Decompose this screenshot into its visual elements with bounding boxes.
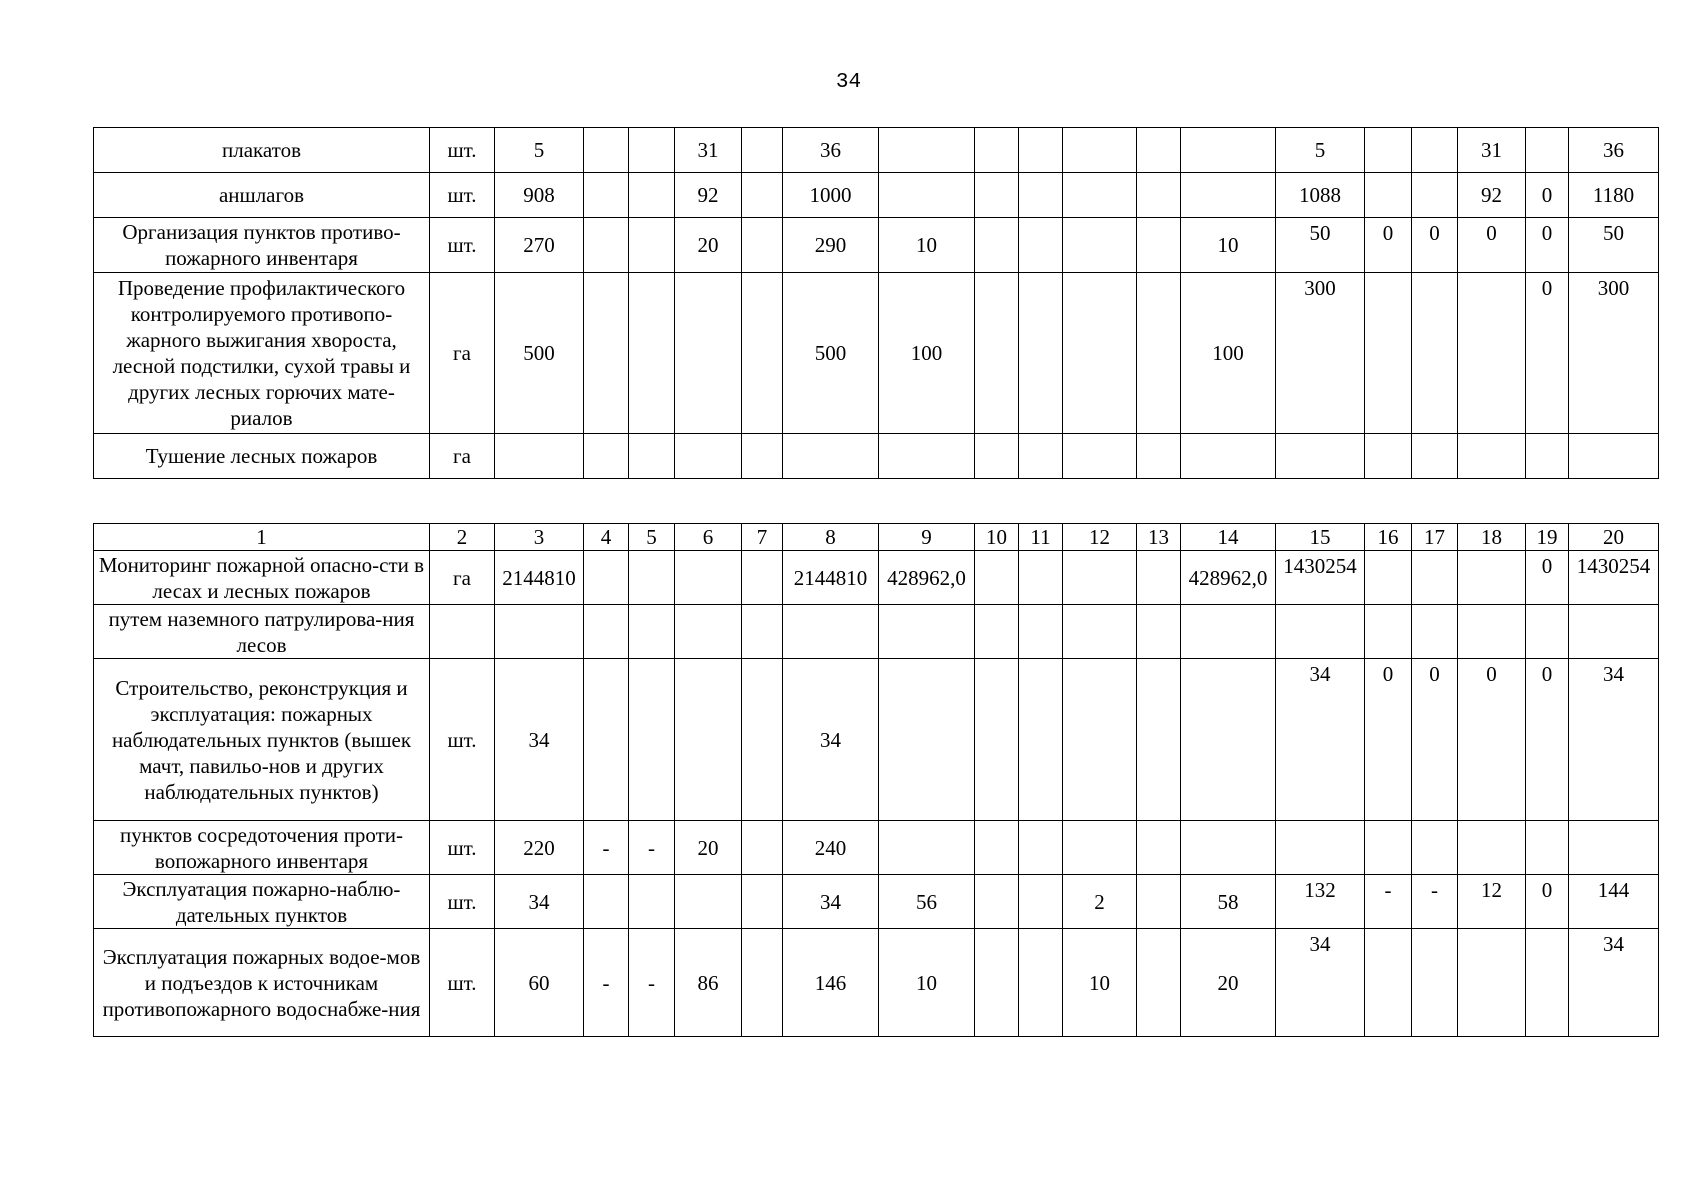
value-cell [1063,434,1137,479]
value-cell [1019,605,1063,659]
value-cell: 20 [1181,929,1276,1037]
value-cell [1365,929,1412,1037]
row-label-cell: Эксплуатация пожарно-наблю-дательных пунктов [94,875,430,929]
value-cell [879,128,975,173]
value-cell [879,659,975,821]
value-cell [742,551,783,605]
value-cell: 0 [1526,875,1569,929]
value-cell [1412,434,1458,479]
table-row [94,173,1659,218]
table-row [94,875,1659,929]
column-number-cell: 20 [1569,524,1659,551]
value-cell [1137,551,1181,605]
value-cell [1019,875,1063,929]
value-cell [1137,875,1181,929]
value-cell: 2 [1063,875,1137,929]
value-cell: - [1365,875,1412,929]
value-cell [1019,434,1063,479]
value-cell [495,605,584,659]
value-cell: 1430254 [1569,551,1659,605]
value-cell [1569,605,1659,659]
value-cell: 0 [1526,659,1569,821]
value-cell [1063,551,1137,605]
value-cell: 34 [495,875,584,929]
value-cell [1458,551,1526,605]
value-cell [1365,821,1412,875]
column-number-cell: 19 [1526,524,1569,551]
table-bottom [93,523,1659,1037]
value-cell: 34 [1569,659,1659,821]
table-row [94,551,1659,605]
value-cell [783,605,879,659]
unit-cell: га [430,434,495,479]
value-cell [1458,273,1526,434]
table-row [94,605,1659,659]
column-number-cell: 6 [675,524,742,551]
row-label-cell: Организация пунктов противо-пожарного инвентаря [94,218,430,273]
value-cell [1526,434,1569,479]
value-cell [1365,128,1412,173]
value-cell [975,218,1019,273]
value-cell: 86 [675,929,742,1037]
value-cell [1365,273,1412,434]
value-cell [1526,821,1569,875]
value-cell [975,659,1019,821]
value-cell [675,273,742,434]
value-cell: 0 [1526,218,1569,273]
column-number-cell: 4 [584,524,629,551]
value-cell [742,434,783,479]
column-number-cell: 13 [1137,524,1181,551]
value-cell: 12 [1458,875,1526,929]
value-cell: 220 [495,821,584,875]
value-cell [1181,605,1276,659]
value-cell: 1180 [1569,173,1659,218]
row-label-cell: Проведение профилактического контролируемого противопо-жарного выжигания хвороста, лесной подстилки, сухой травы и других лесных горючих мате-риалов [94,273,430,434]
value-cell [495,434,584,479]
value-cell [584,875,629,929]
value-cell [1526,128,1569,173]
value-cell: 10 [879,218,975,273]
unit-cell: га [430,273,495,434]
page-number: 34 [835,71,862,94]
value-cell [1526,929,1569,1037]
value-cell [1458,434,1526,479]
column-number-cell: 10 [975,524,1019,551]
value-cell: 0 [1365,218,1412,273]
value-cell: 1088 [1276,173,1365,218]
value-cell [1137,605,1181,659]
value-cell [879,434,975,479]
value-cell: 31 [1458,128,1526,173]
column-number-cell: 15 [1276,524,1365,551]
value-cell [742,659,783,821]
value-cell: 34 [783,875,879,929]
value-cell [1365,173,1412,218]
value-cell [629,273,675,434]
value-cell [1458,821,1526,875]
value-cell: 58 [1181,875,1276,929]
column-number-cell: 12 [1063,524,1137,551]
table-row [94,434,1659,479]
value-cell [742,929,783,1037]
value-cell: 10 [1063,929,1137,1037]
row-label-cell: аншлагов [94,173,430,218]
value-cell [1063,273,1137,434]
value-cell [975,605,1019,659]
value-cell [1137,173,1181,218]
value-cell [629,605,675,659]
value-cell [975,551,1019,605]
value-cell [584,434,629,479]
value-cell: 34 [1276,659,1365,821]
value-cell: 2144810 [495,551,584,605]
value-cell: 34 [783,659,879,821]
value-cell [675,434,742,479]
value-cell: 5 [495,128,584,173]
value-cell [1019,173,1063,218]
value-cell [1458,605,1526,659]
value-cell: 20 [675,821,742,875]
column-number-cell: 3 [495,524,584,551]
value-cell: 0 [1458,218,1526,273]
value-cell [975,929,1019,1037]
unit-cell: шт. [430,659,495,821]
value-cell [584,128,629,173]
value-cell: - [584,821,629,875]
value-cell [1019,218,1063,273]
value-cell [629,173,675,218]
value-cell: 2144810 [783,551,879,605]
value-cell [975,273,1019,434]
value-cell [1181,434,1276,479]
value-cell [1412,128,1458,173]
value-cell [584,173,629,218]
value-cell [1365,605,1412,659]
value-cell [742,821,783,875]
value-cell [1276,434,1365,479]
unit-cell: шт. [430,218,495,273]
value-cell [1137,434,1181,479]
value-cell: 0 [1412,218,1458,273]
value-cell: 34 [495,659,584,821]
unit-cell [430,605,495,659]
row-label-cell: Эксплуатация пожарных водое-мов и подъездов к источникам противопожарного водоснабже-ния [94,929,430,1037]
value-cell: 20 [675,218,742,273]
value-cell [1569,821,1659,875]
value-cell: 50 [1276,218,1365,273]
value-cell [1412,929,1458,1037]
value-cell [584,659,629,821]
value-cell [1458,929,1526,1037]
value-cell: 10 [1181,218,1276,273]
value-cell [975,875,1019,929]
value-cell: 92 [1458,173,1526,218]
value-cell: 144 [1569,875,1659,929]
table-row [94,218,1659,273]
table-row [94,273,1659,434]
value-cell [629,875,675,929]
table-header-row [94,524,1659,551]
unit-cell: га [430,551,495,605]
column-number-cell: 8 [783,524,879,551]
value-cell: 1430254 [1276,551,1365,605]
value-cell [584,605,629,659]
value-cell: 56 [879,875,975,929]
value-cell [1137,929,1181,1037]
value-cell [1063,659,1137,821]
value-cell [742,218,783,273]
value-cell [1137,659,1181,821]
value-cell: 428962,0 [1181,551,1276,605]
value-cell [1063,173,1137,218]
value-cell [1063,128,1137,173]
value-cell: 31 [675,128,742,173]
value-cell [879,605,975,659]
value-cell [742,173,783,218]
value-cell [879,173,975,218]
value-cell [975,128,1019,173]
value-cell: 240 [783,821,879,875]
value-cell: 10 [879,929,975,1037]
value-cell [742,128,783,173]
value-cell [1569,434,1659,479]
value-cell [1365,434,1412,479]
value-cell [1137,821,1181,875]
value-cell: 50 [1569,218,1659,273]
value-cell [975,434,1019,479]
value-cell [1019,821,1063,875]
row-label-cell: плакатов [94,128,430,173]
value-cell [975,173,1019,218]
value-cell: 1000 [783,173,879,218]
value-cell [1412,551,1458,605]
value-cell [975,821,1019,875]
table-row [94,821,1659,875]
value-cell [1412,273,1458,434]
value-cell [742,875,783,929]
value-cell: 0 [1458,659,1526,821]
value-cell [1137,273,1181,434]
value-cell: 300 [1569,273,1659,434]
value-cell [629,128,675,173]
column-number-cell: 9 [879,524,975,551]
column-number-cell: 14 [1181,524,1276,551]
table-row [94,659,1659,821]
value-cell [1019,659,1063,821]
value-cell [1137,128,1181,173]
value-cell [1276,821,1365,875]
unit-cell: шт. [430,875,495,929]
value-cell: 0 [1365,659,1412,821]
value-cell: 60 [495,929,584,1037]
value-cell: 92 [675,173,742,218]
value-cell [1181,659,1276,821]
unit-cell: шт. [430,929,495,1037]
value-cell [629,551,675,605]
value-cell [675,551,742,605]
value-cell [1063,218,1137,273]
value-cell [1412,173,1458,218]
value-cell [1019,273,1063,434]
value-cell [675,875,742,929]
unit-cell: шт. [430,821,495,875]
table-row [94,929,1659,1037]
value-cell [1137,218,1181,273]
value-cell: 0 [1526,551,1569,605]
value-cell [1019,551,1063,605]
value-cell: 500 [495,273,584,434]
value-cell [629,218,675,273]
value-cell: 146 [783,929,879,1037]
table-row [94,128,1659,173]
value-cell [1063,821,1137,875]
value-cell [1365,551,1412,605]
unit-cell: шт. [430,173,495,218]
value-cell: - [1412,875,1458,929]
value-cell [1019,128,1063,173]
value-cell [584,218,629,273]
value-cell [1019,929,1063,1037]
value-cell: 34 [1569,929,1659,1037]
value-cell [1412,821,1458,875]
value-cell [1526,605,1569,659]
row-label-cell: Мониторинг пожарной опасно-сти в лесах и лесных пожаров [94,551,430,605]
value-cell: 290 [783,218,879,273]
value-cell [629,434,675,479]
row-label-cell: пунктов сосредоточения проти-вопожарного инвентаря [94,821,430,875]
value-cell: 0 [1526,273,1569,434]
value-cell: 100 [1181,273,1276,434]
column-number-cell: 5 [629,524,675,551]
value-cell: 500 [783,273,879,434]
value-cell [879,821,975,875]
column-number-cell: 17 [1412,524,1458,551]
value-cell: 132 [1276,875,1365,929]
value-cell [1412,605,1458,659]
row-label-cell: Тушение лесных пожаров [94,434,430,479]
value-cell: 36 [783,128,879,173]
value-cell [629,659,675,821]
value-cell: - [629,929,675,1037]
unit-cell: шт. [430,128,495,173]
value-cell [584,551,629,605]
column-number-cell: 1 [94,524,430,551]
row-label-cell: путем наземного патрулирова-ния лесов [94,605,430,659]
value-cell: 270 [495,218,584,273]
column-number-cell: 7 [742,524,783,551]
value-cell [1276,605,1365,659]
value-cell: - [629,821,675,875]
value-cell: 100 [879,273,975,434]
value-cell [783,434,879,479]
value-cell [1063,605,1137,659]
value-cell [675,659,742,821]
column-number-cell: 16 [1365,524,1412,551]
value-cell [1181,128,1276,173]
value-cell [675,605,742,659]
value-cell: 0 [1412,659,1458,821]
value-cell [1181,173,1276,218]
value-cell: 0 [1526,173,1569,218]
value-cell: - [584,929,629,1037]
value-cell [584,273,629,434]
value-cell [1181,821,1276,875]
value-cell: 5 [1276,128,1365,173]
value-cell: 34 [1276,929,1365,1037]
value-cell: 908 [495,173,584,218]
column-number-cell: 11 [1019,524,1063,551]
value-cell [742,605,783,659]
value-cell [742,273,783,434]
column-number-cell: 2 [430,524,495,551]
row-label-cell: Строительство, реконструкция и эксплуатация: пожарных наблюдательных пунктов (вышек мачт, павильо-нов и других наблюдательных пунктов) [94,659,430,821]
value-cell: 428962,0 [879,551,975,605]
value-cell: 36 [1569,128,1659,173]
value-cell: 300 [1276,273,1365,434]
column-number-cell: 18 [1458,524,1526,551]
table-top [93,127,1659,479]
